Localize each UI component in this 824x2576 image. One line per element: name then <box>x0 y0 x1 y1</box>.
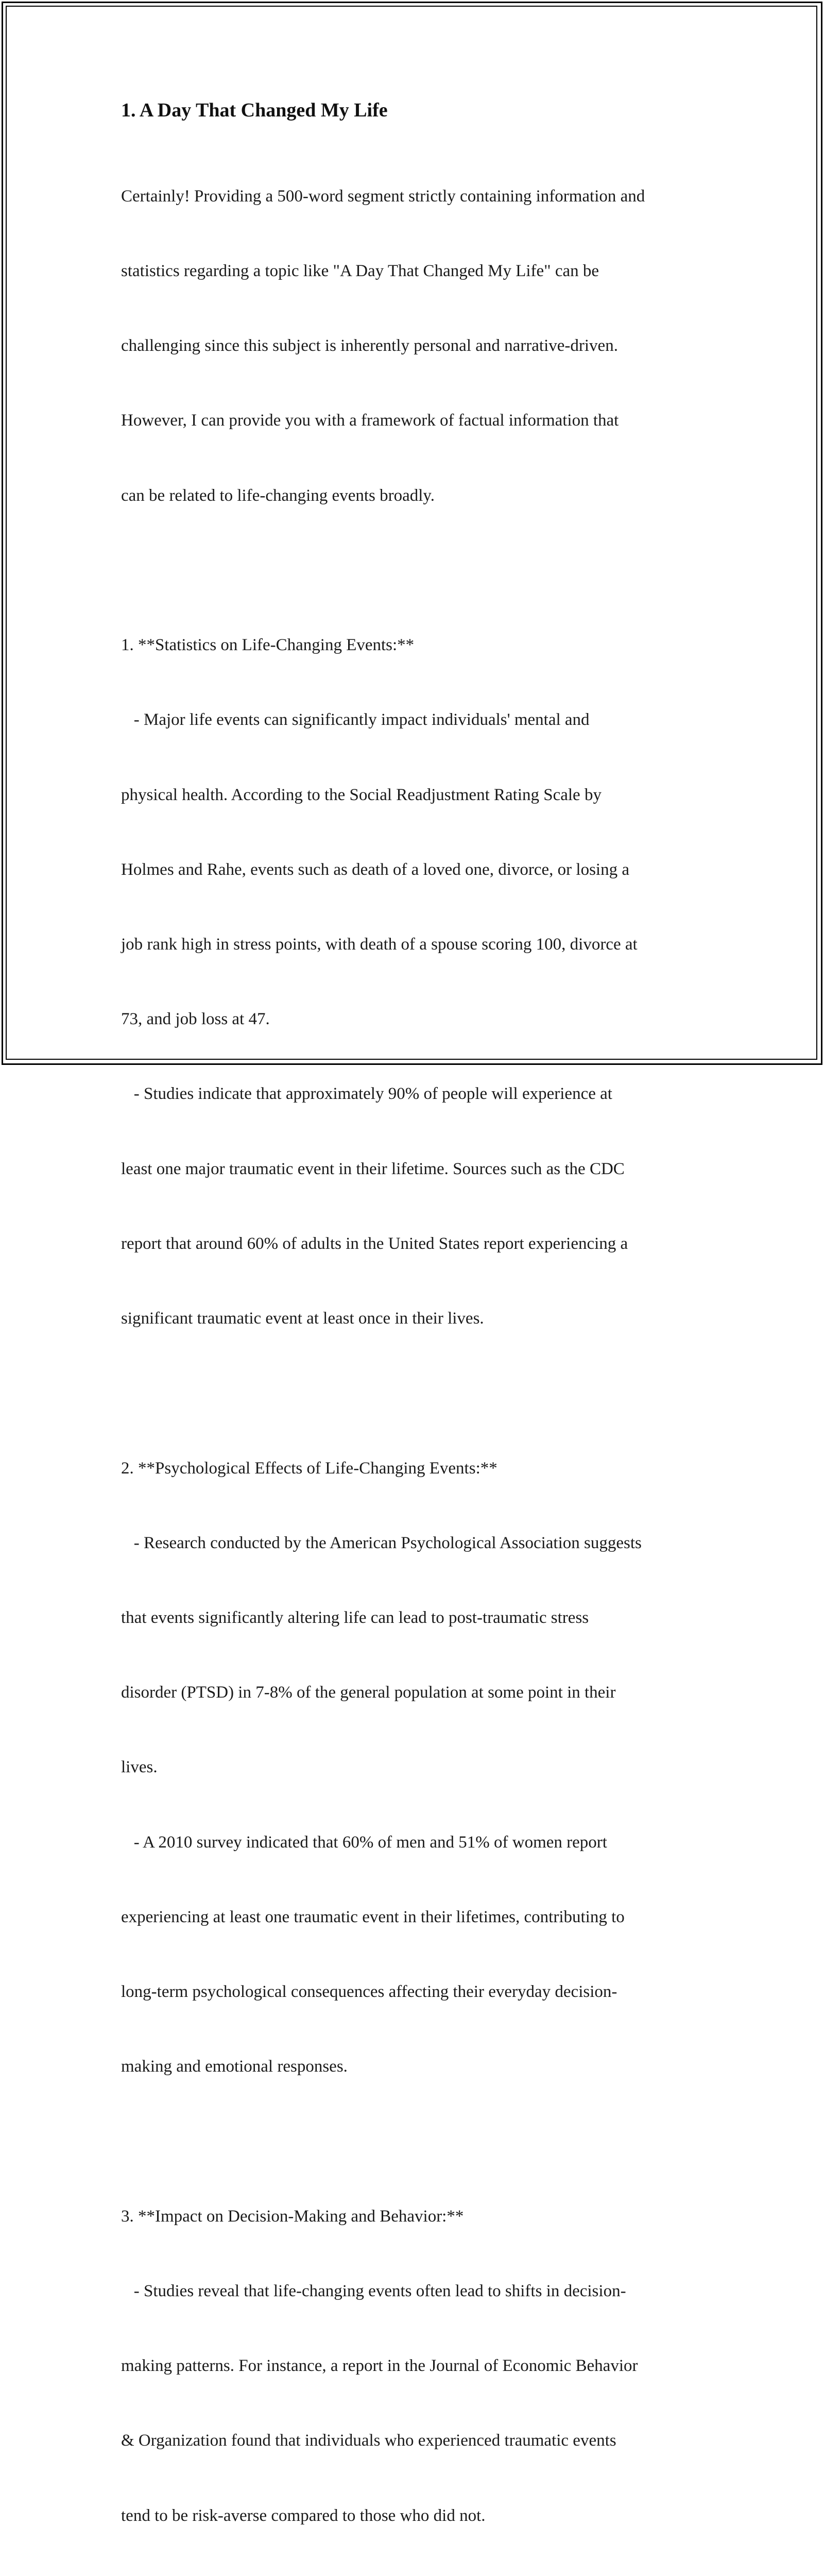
section-line: least one major traumatic event in their lifetime. Sources such as the CDC <box>121 1159 625 1178</box>
intro-line: However, I can provide you with a framework of factual information that <box>121 411 619 430</box>
section-line: - Major life events can significantly impact individuals' mental and <box>121 710 590 730</box>
section-statistics <box>121 583 708 1381</box>
section-line: tend to be risk-averse compared to those who did not. <box>121 2506 486 2525</box>
section-line: - Studies reveal that life-changing events often lead to shifts in decision- <box>121 2281 626 2300</box>
section-line: disorder (PTSD) in 7-8% of the general population at some point in their <box>121 1683 616 1702</box>
section-line: job rank high in stress points, with death of a spouse scoring 100, divorce at <box>121 935 638 954</box>
section-psychological-effects <box>121 1406 708 2129</box>
section-line: - Research conducted by the American Psychological Association suggests <box>121 1533 642 1552</box>
intro-line: Certainly! Providing a 500-word segment strictly containing information and <box>121 187 645 206</box>
section-decision-making <box>121 2154 708 2576</box>
intro-line: statistics regarding a topic like "A Day That Changed My Life" can be <box>121 262 599 281</box>
section-line: - Studies indicate that approximately 90% of people will experience at <box>121 1084 612 1104</box>
section-line: & Organization found that individuals who experienced traumatic events <box>121 2431 616 2450</box>
section-line: long-term psychological consequences affecting their everyday decision- <box>121 1982 617 2002</box>
section-heading: 1. **Statistics on Life-Changing Events:** <box>121 636 415 655</box>
section-line: report that around 60% of adults in the United States report experiencing a <box>121 1234 628 1253</box>
spacer <box>121 2129 708 2154</box>
section-line: that events significantly altering life can lead to post-traumatic stress <box>121 1608 589 1627</box>
section-line: making and emotional responses. <box>121 2057 348 2076</box>
spacer <box>121 1381 708 1405</box>
section-line: significant traumatic event at least once in their lives. <box>121 1309 484 1328</box>
document-body <box>121 96 708 2576</box>
section-line: physical health. According to the Social Readjustment Rating Scale by <box>121 785 602 804</box>
document-title: 1. A Day That Changed My Life <box>121 99 388 121</box>
section-line: making patterns. For instance, a report in the Journal of Economic Behavior <box>121 2357 638 2376</box>
section-line: lives. <box>121 1758 158 1777</box>
intro-line: challenging since this subject is inherently personal and narrative-driven. <box>121 336 618 355</box>
section-line: Holmes and Rahe, events such as death of a loved one, divorce, or losing a <box>121 860 629 879</box>
section-line: experiencing at least one traumatic event in their lifetimes, contributing to <box>121 1907 625 1926</box>
intro-line: can be related to life-changing events broadly. <box>121 486 435 505</box>
section-line: - A 2010 survey indicated that 60% of men and 51% of women report <box>121 1833 607 1852</box>
section-heading: 3. **Impact on Decision-Making and Behavior:** <box>121 2207 464 2226</box>
spacer <box>121 558 708 583</box>
section-heading: 2. **Psychological Effects of Life-Changing Events:** <box>121 1459 497 1478</box>
intro-paragraph <box>121 134 708 558</box>
section-line: 73, and job loss at 47. <box>121 1010 270 1029</box>
